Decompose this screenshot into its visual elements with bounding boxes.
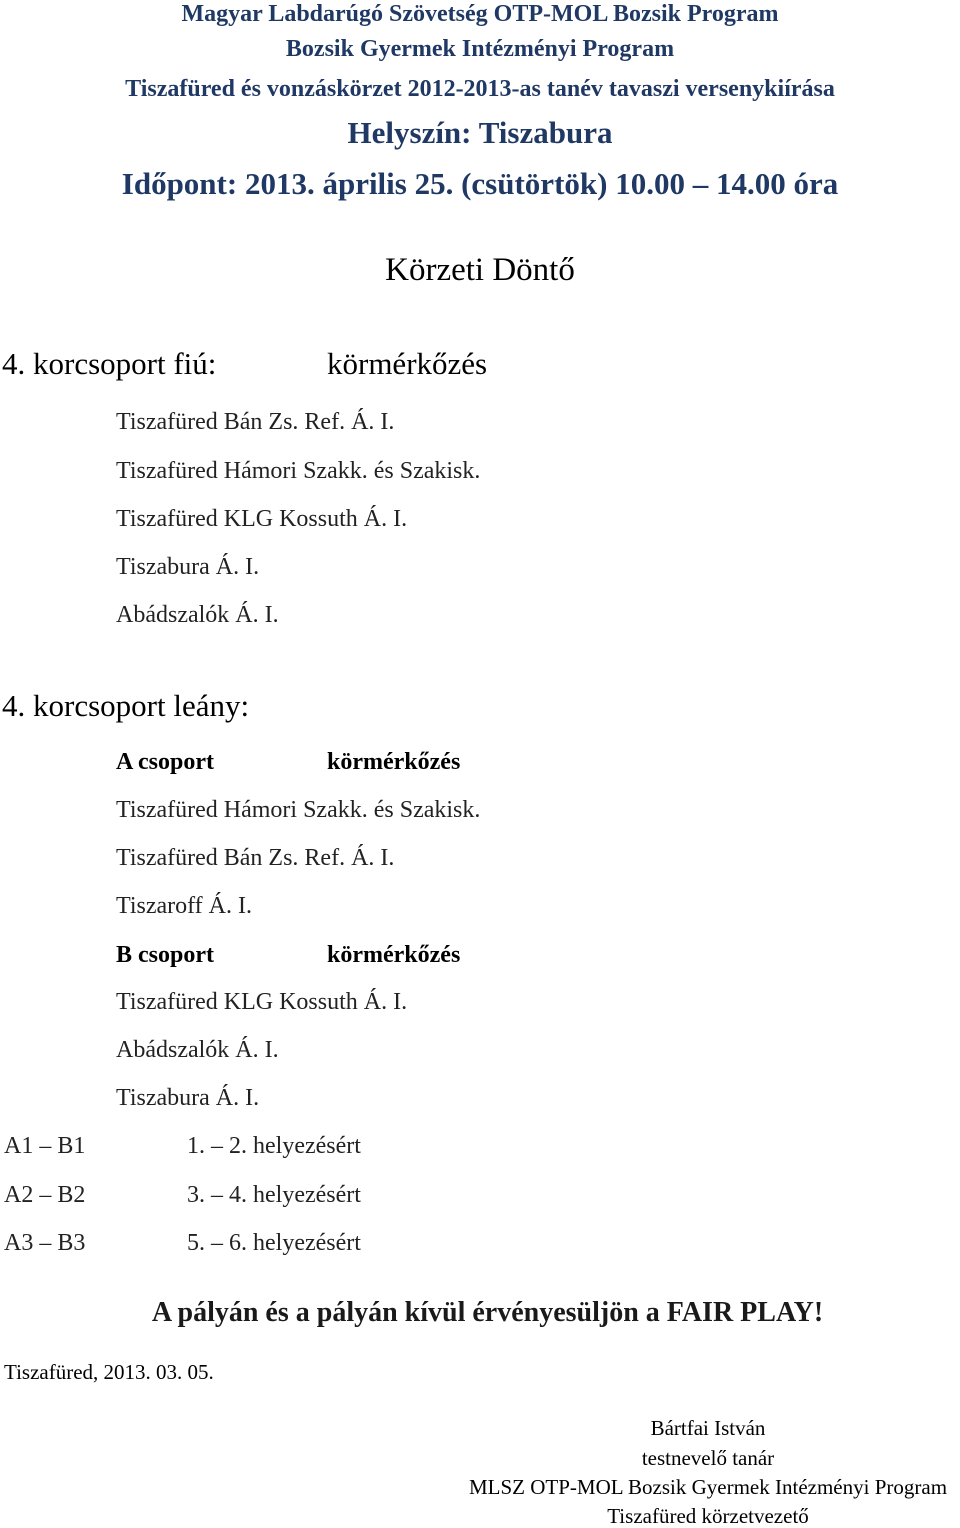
group-b-team: Tiszafüred KLG Kossuth Á. I. [116, 989, 408, 1015]
header-subprogram: Bozsik Gyermek Intézményi Program [285, 36, 675, 62]
group-a-format: körmérkőzés [327, 749, 461, 775]
placement-match: A2 – B2 [4, 1182, 86, 1208]
placement-match: A1 – B1 [4, 1133, 86, 1159]
group-a-team: Tiszaroff Á. I. [116, 893, 252, 919]
group-b-team: Tiszabura Á. I. [116, 1085, 260, 1111]
placement-result: 5. – 6. helyezésért [187, 1230, 361, 1256]
placement-result: 1. – 2. helyezésért [187, 1133, 361, 1159]
date-place: Tiszafüred, 2013. 03. 05. [4, 1360, 214, 1384]
boys-team: Abádszalók Á. I. [116, 602, 279, 628]
boys-team: Tiszafüred Bán Zs. Ref. Á. I. [116, 409, 395, 435]
group-b-label: B csoport [116, 942, 214, 968]
girls-heading: 4. korcsoport leány: [2, 688, 250, 723]
header-location: Helyszín: Tiszabura [347, 115, 613, 150]
group-b-format: körmérkőzés [327, 942, 461, 968]
boys-team: Tiszafüred Hámori Szakk. és Szakisk. [116, 458, 481, 484]
group-a-label: A csoport [116, 749, 214, 775]
signature-role: testnevelő tanár [641, 1446, 775, 1470]
placement-match: A3 – B3 [4, 1230, 86, 1256]
group-a-team: Tiszafüred Bán Zs. Ref. Á. I. [116, 845, 395, 871]
boys-team: Tiszafüred KLG Kossuth Á. I. [116, 506, 408, 532]
boys-format: körmérkőzés [327, 346, 488, 381]
header-competition-description: Tiszafüred és vonzáskörzet 2012-2013-as tanév tavaszi versenykiírása [125, 76, 835, 102]
signature-name: Bártfai István [650, 1416, 766, 1440]
header-time: Időpont: 2013. április 25. (csütörtök) 10.00 – 14.00 óra [121, 166, 839, 201]
boys-team: Tiszabura Á. I. [116, 554, 260, 580]
placement-result: 3. – 4. helyezésért [187, 1182, 361, 1208]
signature-org: MLSZ OTP-MOL Bozsik Gyermek Intézményi Program [468, 1475, 948, 1499]
signature-position: Tiszafüred körzetvezető [607, 1504, 809, 1528]
group-a-team: Tiszafüred Hámori Szakk. és Szakisk. [116, 797, 481, 823]
header-program-title: Magyar Labdarúgó Szövetség OTP-MOL Bozsik Program [181, 1, 779, 27]
boys-heading: 4. korcsoport fiú: [2, 346, 217, 381]
group-b-team: Abádszalók Á. I. [116, 1037, 279, 1063]
fair-play-slogan: A pályán és a pályán kívül érvényesüljön a FAIR PLAY! [151, 1297, 824, 1328]
page-title: Körzeti Döntő [385, 252, 575, 288]
